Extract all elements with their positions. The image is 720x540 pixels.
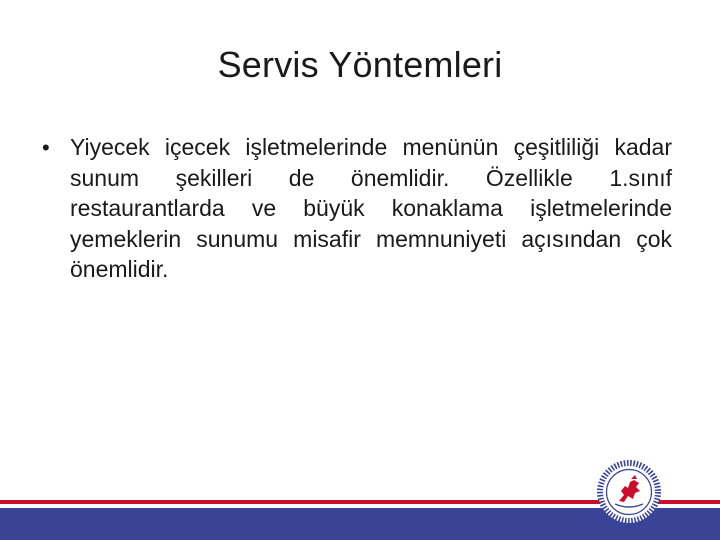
university-seal-icon — [597, 460, 661, 524]
slide-title: Servis Yöntemleri — [217, 44, 503, 85]
bullet-icon: • — [42, 135, 50, 160]
bullet-item — [42, 132, 672, 285]
bullet-text: Yiyecek içecek işletmelerinde menünün çeşitliliği kadar sunum şekilleri de önemlidir. Özellikle 1.sınıf restaurantlarda ve büyük konaklama işletmelerinde yemeklerin sunumu misafir memnuniyeti açısından çok önemlidir. — [70, 134, 672, 282]
slide-content — [42, 132, 672, 285]
